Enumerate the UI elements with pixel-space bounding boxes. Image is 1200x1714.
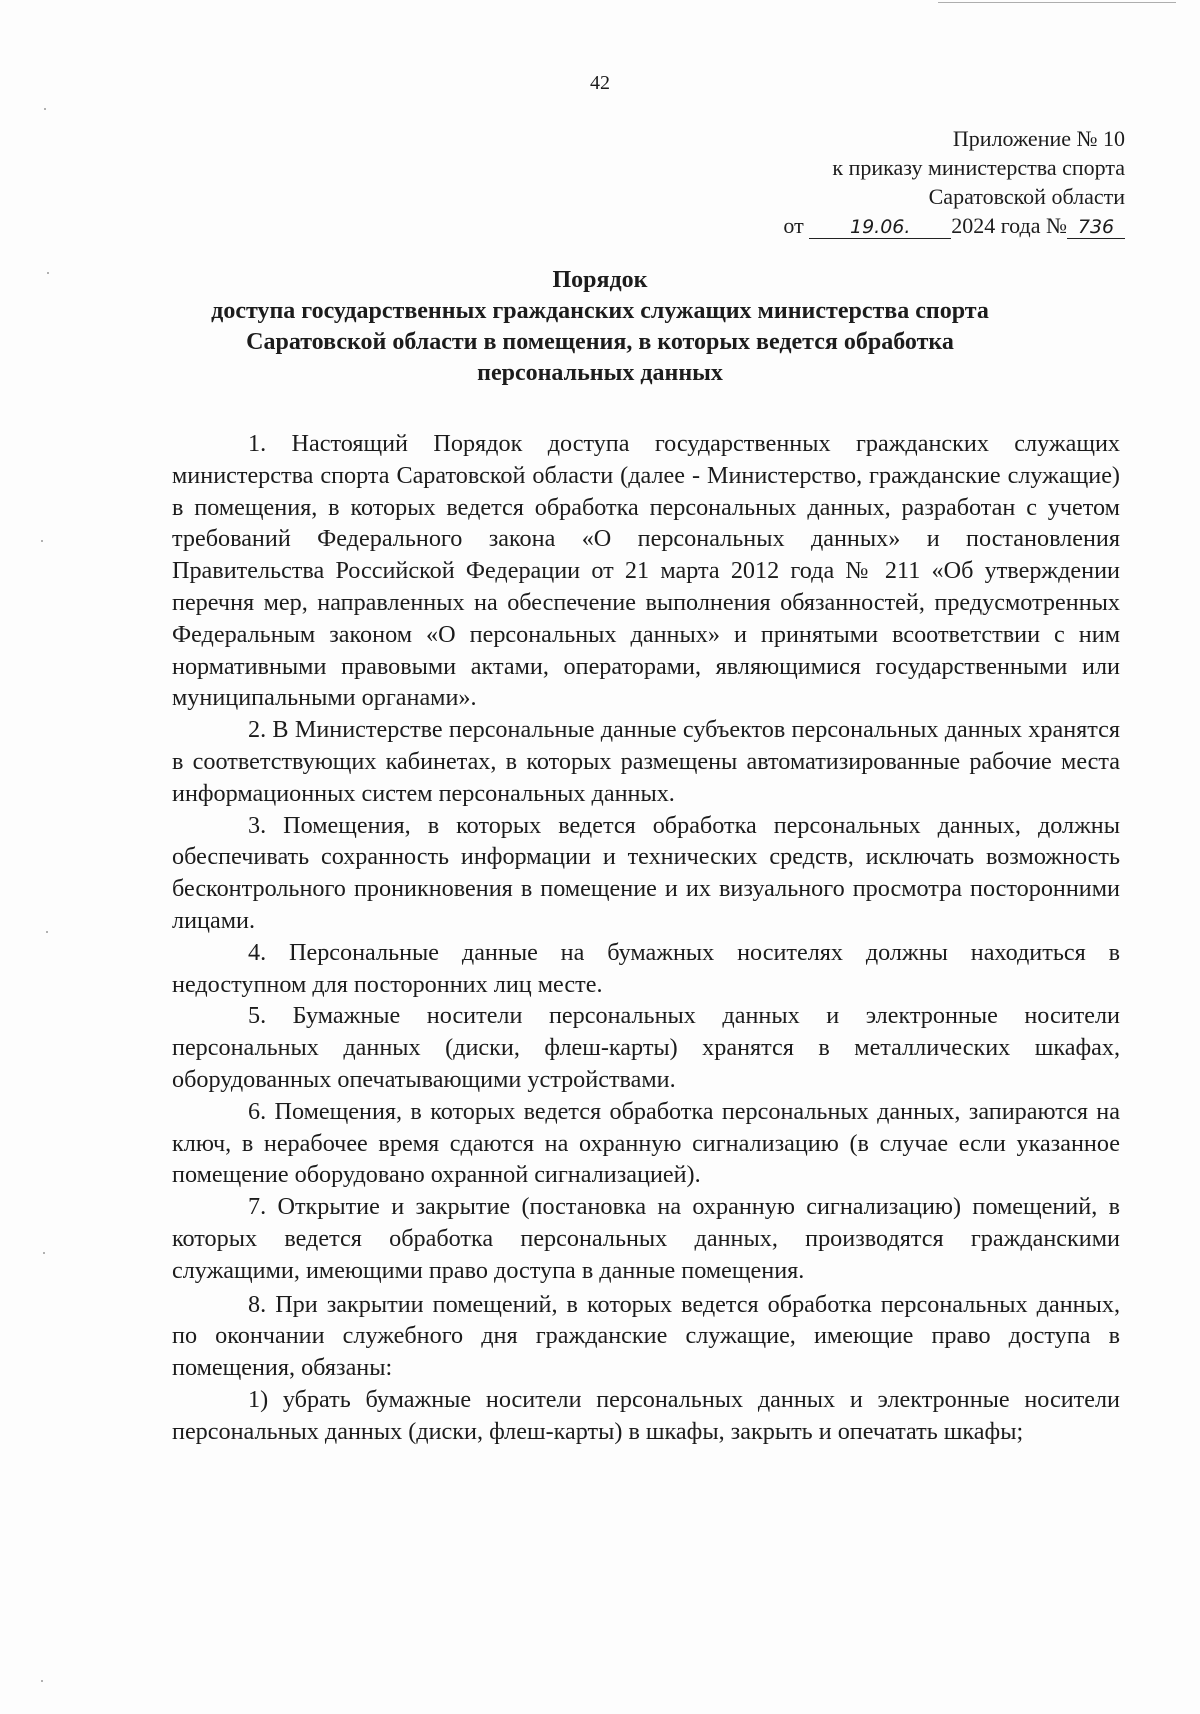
paragraph-1: 1. Настоящий Порядок доступа государственных гражданских служащих министерства спорта Саратовской области (далее - Министерство, гражданские служащие) в помещения, в которых ведется обработка персональных данных, разработан с учетом требований Федерального закона «О персональных данных» и постановления Правительства Российской Федерации от 21 марта 2012 года № 211 «Об утверждении перечня мер, направленных на обеспечение выполнения обязанностей, предусмотренных Федеральным законом «О персональных данных» и принятыми всоответствии с ним нормативными правовыми актами, операторами, являющимися государственными или муниципальными органами».: [172, 430, 1120, 712]
paragraph-9: 1) убрать бумажные носители персональных данных и электронные носители персональных данных (диски, флеш-карты) в шкафы, закрыть и опечатать шкафы;: [172, 1385, 1120, 1445]
handwritten-number: 736: [1067, 216, 1125, 239]
scan-speck: [44, 108, 46, 110]
appendix-line-3: Саратовской области: [928, 184, 1125, 209]
scan-speck: [41, 1680, 43, 1682]
title-line-3: Саратовской области в помещения, в которых ведется обработка: [246, 329, 954, 355]
title-line-4: персональных данных: [477, 360, 723, 386]
date-prefix: от: [783, 213, 804, 238]
paragraph-6: 6. Помещения, в которых ведется обработка персональных данных, запираются на ключ, в нерабочее время сдаются на охранную сигнализацию (в случае если указанное помещение оборудовано охранной сигнализацией).: [172, 1097, 1120, 1189]
handwritten-date: 19.06.: [809, 216, 951, 239]
paragraph-2: 2. В Министерстве персональные данные субъектов персональных данных хранятся в соответствующих кабинетах, в которых размещены автоматизированные рабочие места информационных систем персональных данных.: [172, 716, 1120, 807]
scan-speck: [43, 1252, 45, 1254]
appendix-date-line: [783, 211, 1125, 240]
scan-edge-line: [938, 2, 1176, 3]
year-text: 2024 года №: [951, 213, 1067, 238]
appendix-line-1: Приложение № 10: [952, 126, 1125, 151]
appendix-block: [783, 124, 1125, 240]
paragraph-7: 7. Открытие и закрытие (постановка на охранную сигнализацию) помещений, в которых ведется обработка персональных данных, производятся гражданскими служащими, имеющими право доступа в данные помещения.: [172, 1193, 1120, 1284]
paragraph-5: 5. Бумажные носители персональных данных и электронные носители персональных данных (диски, флеш-карты) хранятся в металлических шкафах, оборудованных опечатывающими устройствами.: [172, 1002, 1120, 1093]
appendix-line-2: к приказу министерства спорта: [832, 155, 1125, 180]
page-number: 42: [590, 72, 610, 94]
paragraph-8: 8. При закрытии помещений, в которых ведется обработка персональных данных, по окончании служебного дня гражданские служащие, имеющие право доступа в помещения, обязаны:: [172, 1290, 1120, 1382]
paragraph-4: 4. Персональные данные на бумажных носителях должны находиться в недоступном для посторонних лиц месте.: [172, 938, 1120, 998]
paragraph-3: 3. Помещения, в которых ведется обработка персональных данных, должны обеспечивать сохранность информации и технических средств, исключать возможность бесконтрольного проникновения в помещение и их визуального просмотра посторонними лицами.: [172, 811, 1120, 934]
title-line-2: доступа государственных гражданских служащих министерства спорта: [211, 298, 989, 324]
title-line-1: Порядок: [552, 267, 648, 293]
scan-speck: [46, 931, 48, 933]
document-title: [150, 265, 1050, 389]
scan-speck: [47, 272, 49, 274]
document-body: [172, 428, 1120, 1448]
scan-speck: [41, 540, 43, 542]
